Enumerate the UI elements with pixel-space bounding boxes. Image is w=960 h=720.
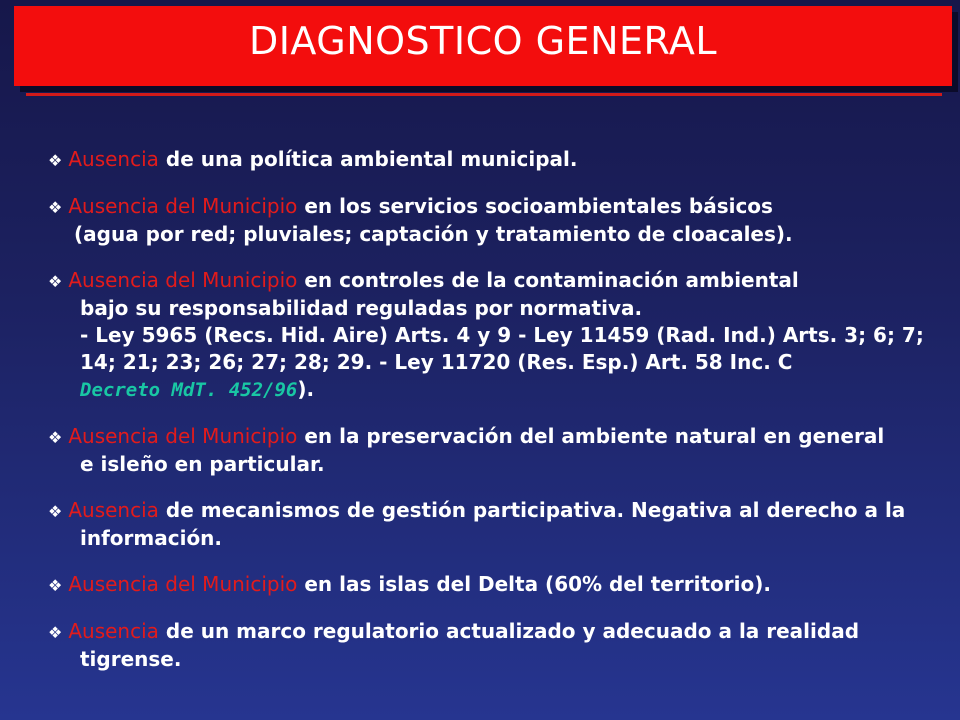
title-divider <box>26 93 942 96</box>
item-line <box>48 146 938 174</box>
item-continuation: 14; 21; 23; 26; 27; 28; 29. - Ley 11720 (Res. Esp.) Art. 58 Inc. C <box>80 350 793 374</box>
item-continuation: - Ley 5965 (Recs. Hid. Aire) Arts. 4 y 9 - Ley 11459 (Rad. Ind.) Arts. 3; 6; 7; <box>80 323 924 347</box>
item-text: en las islas del Delta (60% del territorio). <box>297 572 771 596</box>
diamond-bullet-icon: ❖ <box>48 623 63 642</box>
list-item <box>48 571 938 599</box>
item-text: en controles de la contaminación ambiental <box>297 268 799 292</box>
item-continuation: bajo su responsabilidad reguladas por normativa. <box>80 296 643 320</box>
item-continuation: e isleño en particular. <box>80 452 325 476</box>
diagnosis-list <box>48 146 938 692</box>
diamond-bullet-icon: ❖ <box>48 502 63 521</box>
item-highlight: Ausencia del Municipio <box>68 424 298 448</box>
item-highlight: Ausencia del Municipio <box>68 194 298 218</box>
page-title: DIAGNOSTICO GENERAL <box>248 19 718 63</box>
item-line <box>48 267 938 295</box>
decree-reference: Decreto MdT. 452/96 <box>80 379 298 401</box>
list-item <box>48 146 938 174</box>
item-line <box>48 618 938 646</box>
item-text: de una política ambiental municipal. <box>158 147 578 171</box>
item-line <box>48 571 938 599</box>
item-text: de mecanismos de gestión participativa. Negativa al derecho a la <box>158 498 906 522</box>
item-highlight: Ausencia <box>68 498 159 522</box>
title-banner <box>14 6 952 86</box>
item-highlight: Ausencia del Municipio <box>68 268 298 292</box>
item-line <box>48 497 938 525</box>
diamond-bullet-icon: ❖ <box>48 151 63 170</box>
item-line <box>48 193 938 221</box>
item-text: en la preservación del ambiente natural en general <box>297 424 885 448</box>
item-continuation <box>48 376 938 404</box>
item-text: de un marco regulatorio actualizado y adecuado a la realidad <box>158 619 860 643</box>
diamond-bullet-icon: ❖ <box>48 428 63 447</box>
item-text: en los servicios socioambientales básicos <box>297 194 773 218</box>
list-item <box>48 423 938 478</box>
diamond-bullet-icon: ❖ <box>48 198 63 217</box>
item-continuation: tigrense. <box>80 647 182 671</box>
decree-tail: ). <box>297 377 315 401</box>
item-continuation: (agua por red; pluviales; captación y tratamiento de cloacales). <box>74 222 793 246</box>
list-item <box>48 193 938 248</box>
item-continuation: información. <box>80 526 223 550</box>
diamond-bullet-icon: ❖ <box>48 272 63 291</box>
item-line <box>48 423 938 451</box>
list-item <box>48 497 938 552</box>
item-highlight: Ausencia del Municipio <box>68 572 298 596</box>
diamond-bullet-icon: ❖ <box>48 576 63 595</box>
item-highlight: Ausencia <box>68 619 159 643</box>
list-item <box>48 618 938 673</box>
item-highlight: Ausencia <box>68 147 159 171</box>
list-item <box>48 267 938 404</box>
